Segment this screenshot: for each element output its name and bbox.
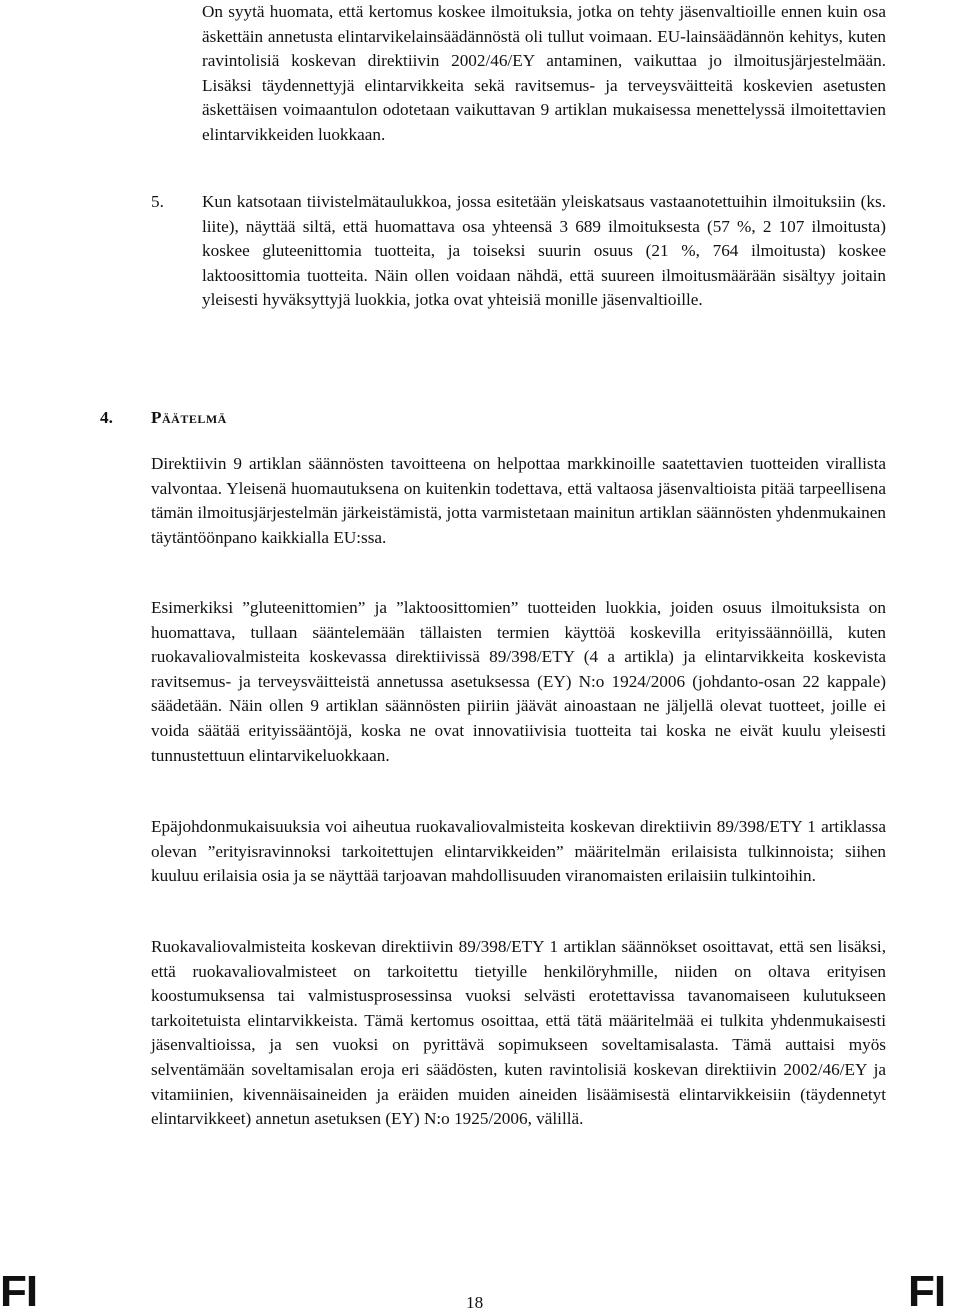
footer-language-code-left: FI bbox=[0, 1267, 38, 1316]
paragraph-notification-context: On syytä huomata, että kertomus koskee ilmoituksia, jotka on tehty jäsenvaltioille ennen kuin osa äskettäin annetusta elintarvikelainsäädännöstä oli tullut voimaan. EU-lainsäädännön kehitys, kuten ravintolisiä koskevan direktiivin 2002/46/EY antaminen, vaikuttaa jo ilmoitusjärjestelmään. Lisäksi täydennettyjä elintarvikkeita sekä ravitsemus- ja terveysväitteitä koskevien asetusten äskettäisen voimaantulon odotetaan vaikuttavan 9 artiklan mukaisessa menettelyssä ilmoitettavien elintarvikkeiden luokkaan. bbox=[202, 2, 886, 144]
paragraph-gluten-lactose: Esimerkiksi ”gluteenittomien” ja ”laktoosittomien” tuotteiden luokkia, joiden osuus ilmoituksista on huomattava, tullaan sääntelemään tällaisten termien käyttöä koskevilla erityissäännöillä, kuten ruokavaliovalmisteita koskevassa direktiivissä 89/398/ETY (4 a artikla) ja elintarvikkeita koskevista ravitsemus- ja terveysväitteistä annetussa asetuksessa (EY) N:o 1924/2006 (johdanto-osan 22 kappale) säädetään. Näin ollen 9 artiklan säännösten piiriin jäävät ainoastaan ne jäljellä olevat tuotteet, joille ei voida säätää erityissääntöjä, koska ne ovat innovatiivisia tuotteita tai koska ne eivät kuulu yleisesti tunnustettuun elintarvikeluokkaan. bbox=[151, 598, 886, 765]
page-number: 18 bbox=[466, 1293, 484, 1312]
paragraph-inconsistencies: Epäjohdonmukaisuuksia voi aiheutua ruokavaliovalmisteita koskevan direktiivin 89/398/ETY 1 artiklassa olevan ”erityisravinnoksi tarkoitettujen elintarvikkeiden” määritelmän erilaisista tulkinnoista; siihen kuuluu erilaisia osia ja se näyttää tarjoavan mahdollisuuden viranomaisten erilaisiin tulkintoihin. bbox=[151, 817, 886, 886]
section-number: 4. bbox=[100, 408, 113, 427]
footer-language-code-right: FI bbox=[908, 1267, 946, 1316]
list-item-number: 5. bbox=[151, 192, 164, 211]
section-heading bbox=[100, 406, 227, 431]
section-title: Päätelmä bbox=[151, 408, 227, 427]
paragraph-summary-table: Kun katsotaan tiivistelmätaulukkoa, jossa esitetään yleiskatsaus vastaanotettuihin ilmoituksiin (ks. liite), näyttää siltä, että huomattava osa yhteensä 3 689 ilmoituksesta (57 %, 2 107 ilmoitusta) koskee gluteenittomia tuotteita, ja toiseksi suurin osuus (21 %, 764 ilmoitusta) koskee laktoosittomia tuotteita. Näin ollen voidaan nähdä, että suureen ilmoitusmäärään sisältyy joitain yleisesti hyväksyttyjä luokkia, jotka ovat yhteisiä monille jäsenvaltioille. bbox=[202, 192, 886, 310]
paragraph-conclusion-intro: Direktiivin 9 artiklan säännösten tavoitteena on helpottaa markkinoille saatettavien tuotteiden virallista valvontaa. Yleisenä huomautuksena on kuitenkin todettava, että valtaosa jäsenvaltioista pitää tarpeellisena tämän ilmoitusjärjestelmän järkeistämistä, jotta varmistetaan mainitun artiklan säännösten yhdenmukainen täytäntöönpano kaikkialla EU:ssa. bbox=[151, 454, 886, 547]
paragraph-dietetic-foods: Ruokavaliovalmisteita koskevan direktiivin 89/398/ETY 1 artiklan säännökset osoittavat, että sen lisäksi, että ruokavaliovalmisteet on tarkoitettu tietyille henkilöryhmille, niiden on oltava erityisen koostumuksensa tai valmistusprosessinsa vuoksi selvästi erotettavissa tavanomaiseen kulutukseen tarkoitetuista elintarvikkeista. Tämä kertomus osoittaa, että tätä määritelmää ei tulkita yhdenmukaisesti jäsenvaltioissa, ja sen vuoksi on pyrittävä sopimukseen soveltamisalasta. Tämä auttaisi myös selventämään soveltamisalan eroja eri säädösten, kuten ravintolisiä koskevan direktiivin 2002/46/EY ja vitamiinien, kivennäisaineiden ja eräiden muiden aineiden lisäämisestä elintarvikkeisiin (täydennetyt elintarvikkeet) annetun asetuksen (EY) N:o 1925/2006, välillä. bbox=[151, 937, 886, 1129]
